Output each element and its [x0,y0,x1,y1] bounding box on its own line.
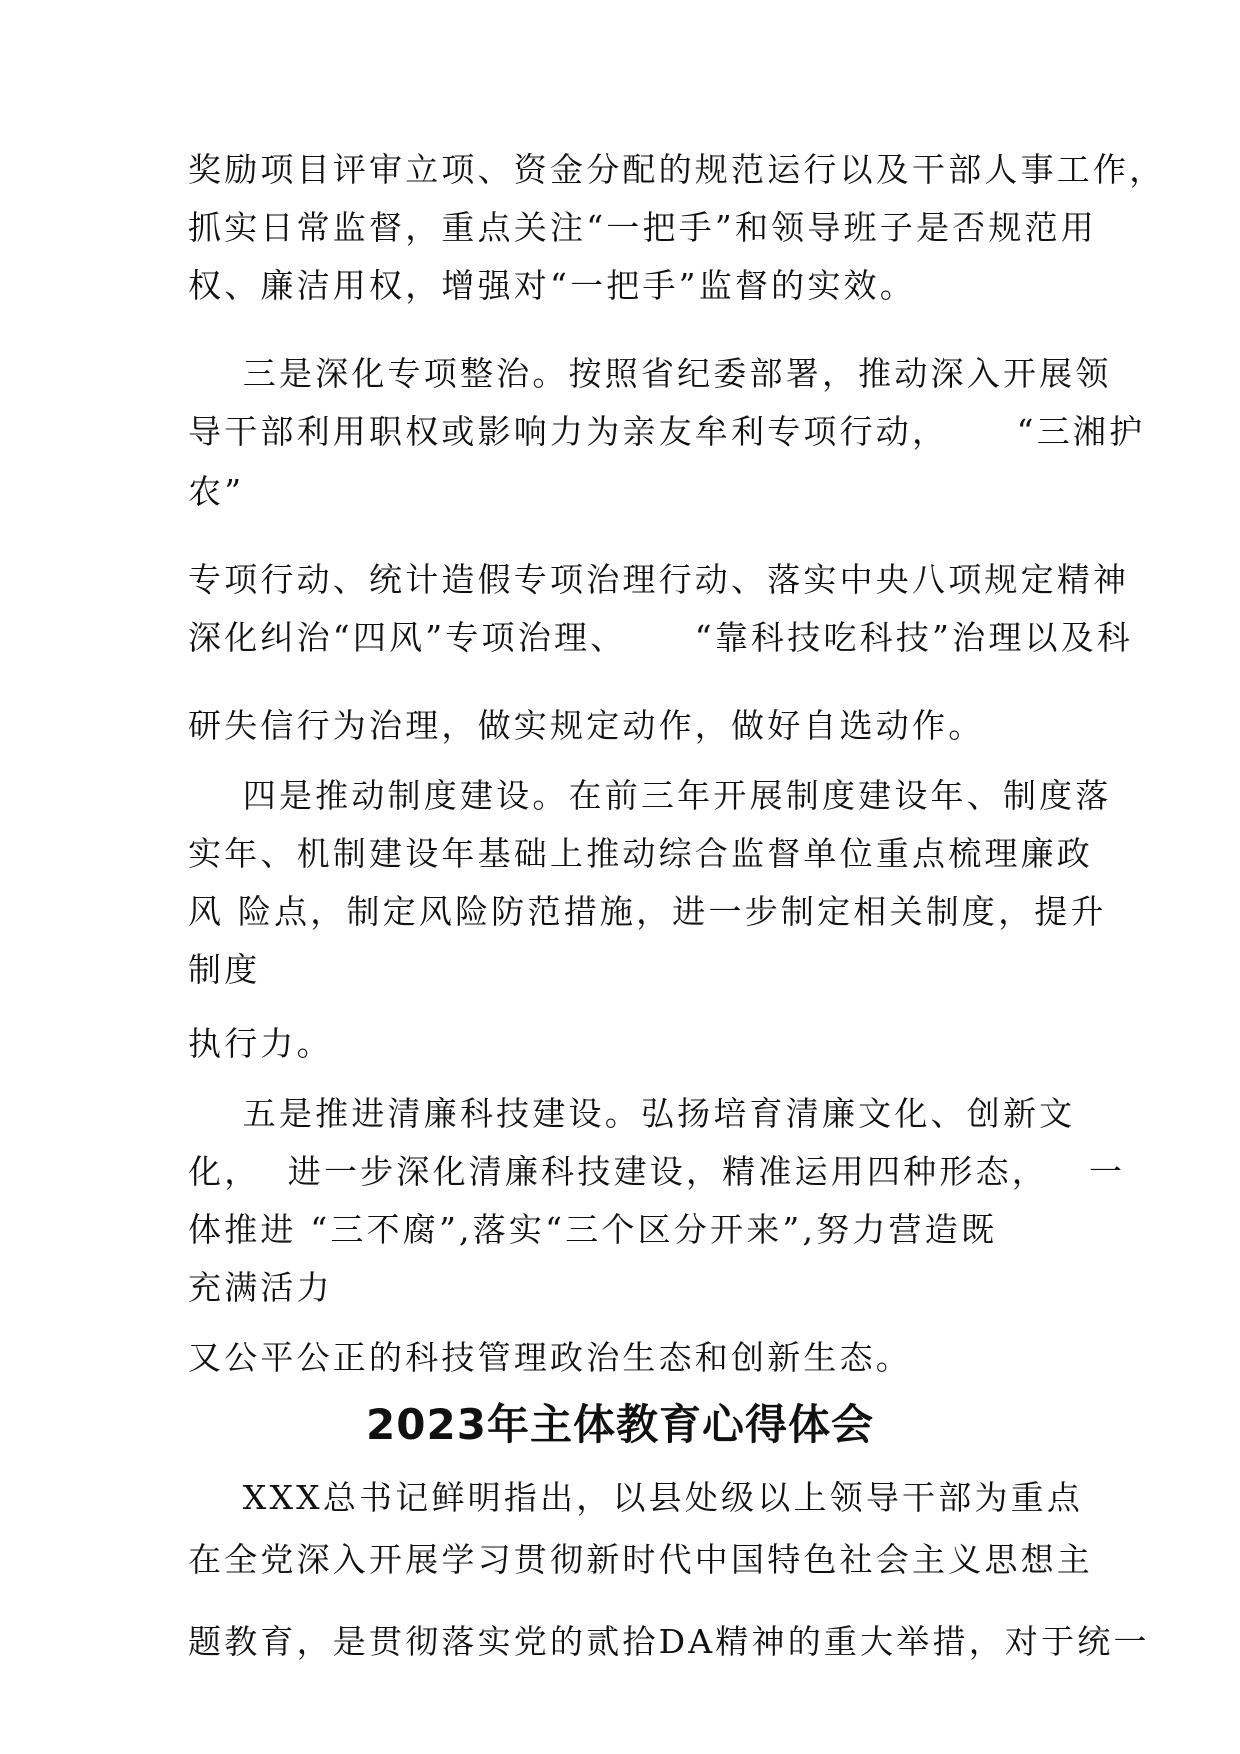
text-line: 奖励项目评审立项、资金分配的规范运行以及干部人事工作， [188,150,1166,189]
text-line: 农” [188,472,245,511]
text-line: 题教育，是贯彻落实党的贰拾DA精神的重大举措，对于统一 [188,1622,1150,1661]
text-line: 五是推进清廉科技建设。弘扬培育清廉文化、创新文 [188,1094,1076,1133]
text-line: 在全党深入开展学习贯彻新时代中国特色社会主义思想主 [188,1540,1093,1579]
text-line: 权、廉洁用权，增强对“一把手”监督的实效。 [188,266,916,305]
text-line: 体推进 “三不腐”,落实“三个区分开来”,努力营造既 [188,1210,998,1249]
text-line: 三是深化专项整治。按照省纪委部署，推动深入开展领 [188,354,1112,393]
text-line: 充满活力 [188,1268,333,1307]
text-line: 制度 [188,950,261,989]
text-line: 化， 进一步深化清廉科技建设，精准运用四种形态， 一 [188,1152,1126,1191]
text-line: 导干部利用职权或影响力为亲友牟利专项行动， “三湘护 [188,412,1146,451]
section-heading: 2023年主体教育心得体会 [366,1400,874,1449]
text-line: 执行力。 [188,1024,333,1063]
text-line: 研失信行为治理，做实规定动作，做好自选动作。 [188,706,985,745]
text-line: XXX总书记鲜明指出，以县处级以上领导干部为重点 [188,1478,1084,1517]
text-line: 抓实日常监督，重点关注“一把手”和领导班子是否规范用 [188,208,1097,247]
text-line: 又公平公正的科技管理政治生态和创新生态。 [188,1338,912,1377]
text-line: 专项行动、统计造假专项治理行动、落实中央八项规定精神 [188,560,1130,599]
text-line: 风 险点，制定风险防范措施，进一步制定相关制度，提升 [188,892,1107,931]
text-line: 四是推动制度建设。在前三年开展制度建设年、制度落 [188,776,1112,815]
text-line: 实年、机制建设年基础上推动综合监督单位重点梳理廉政 [188,834,1093,873]
text-line: 深化纠治“四风”专项治理、 “靠科技吃科技”治理以及科 [188,618,1134,657]
